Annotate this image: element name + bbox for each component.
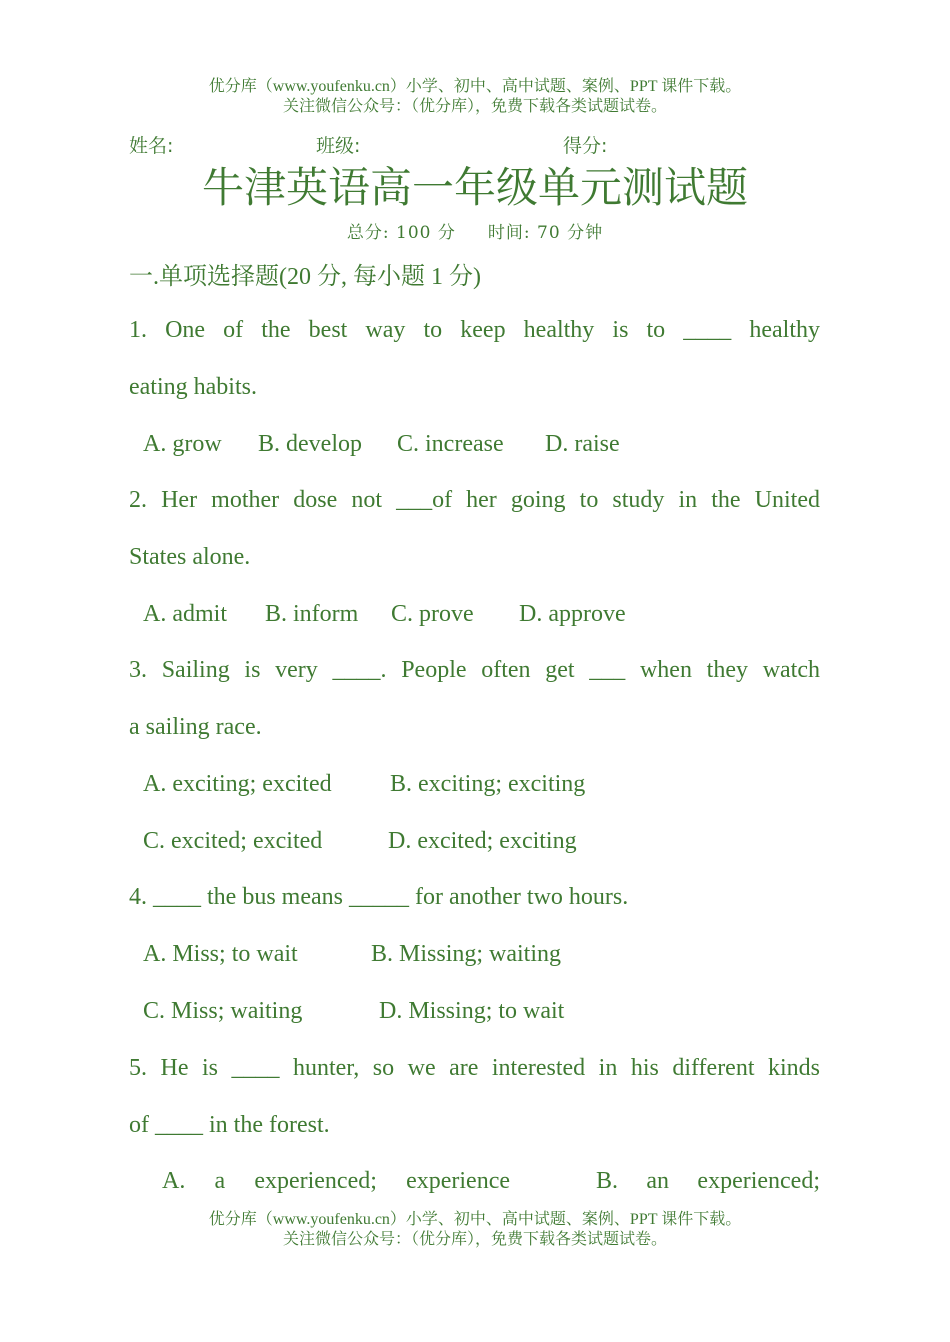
header-line-2: 关注微信公众号：（优分库），免费下载各类试题试卷。 [282, 98, 667, 115]
time-limit: 时间: 70 分钟 [487, 223, 604, 243]
q3-option-b: B. exciting; exciting [390, 771, 586, 797]
question-3-stem: 3. Sailing is very ____. People often get ___ when they watch [129, 657, 820, 683]
score-label: 得分: [563, 135, 608, 157]
q4-option-b: B. Missing; waiting [371, 941, 562, 967]
question-1-stem: 1. One of the best way to keep healthy is to ____ healthy [129, 317, 820, 343]
footer-banner [0, 1210, 950, 1250]
q4-option-d: D. Missing; to wait [379, 998, 565, 1024]
header-banner [0, 77, 950, 117]
footer-line-1: 优分库（www.youfenku.cn）小学、初中、高中试题、案例、PPT 课件下载。 [208, 1211, 742, 1228]
q3-option-d: D. excited; exciting [388, 828, 577, 854]
q3-option-a: A. exciting; excited [143, 771, 332, 797]
name-label: 姓名: [129, 135, 174, 157]
q2-option-c: C. prove [391, 601, 474, 627]
q4-option-a: A. Miss; to wait [143, 941, 298, 967]
question-5-stem-cont: of ____ in the forest. [129, 1112, 330, 1138]
question-2-stem-cont: States alone. [129, 544, 251, 570]
q1-option-b: B. develop [258, 431, 362, 457]
q2-option-d: D. approve [519, 601, 626, 627]
question-1-stem-cont: eating habits. [129, 374, 257, 400]
question-5-stem: 5. He is ____ hunter, so we are interested in his different kinds [129, 1055, 820, 1081]
q3-option-c: C. excited; excited [143, 828, 323, 854]
q5-option-a: A. a experienced; experience [162, 1168, 510, 1194]
exam-meta [0, 218, 950, 243]
question-4-stem: 4. ____ the bus means _____ for another two hours. [129, 884, 629, 910]
q2-option-b: B. inform [265, 601, 359, 627]
page-title: 牛津英语高一年级单元测试题 [201, 163, 748, 212]
q2-option-a: A. admit [143, 601, 227, 627]
question-2-stem: 2. Her mother dose not ___of her going to study in the United [129, 487, 820, 513]
header-line-1: 优分库（www.youfenku.cn）小学、初中、高中试题、案例、PPT 课件下载。 [208, 78, 742, 95]
q1-option-d: D. raise [545, 431, 620, 457]
q5-option-b: B. an experienced; [596, 1168, 820, 1194]
q1-option-a: A. grow [143, 431, 222, 457]
footer-line-2: 关注微信公众号：（优分库），免费下载各类试题试卷。 [282, 1231, 667, 1248]
question-3-stem-cont: a sailing race. [129, 714, 262, 740]
class-label: 班级: [316, 135, 361, 157]
section-heading: 一.单项选择题(20 分, 每小题 1 分) [129, 264, 481, 290]
q1-option-c: C. increase [397, 431, 504, 457]
q4-option-c: C. Miss; waiting [143, 998, 303, 1024]
total-score: 总分: 100 分 [346, 223, 456, 243]
